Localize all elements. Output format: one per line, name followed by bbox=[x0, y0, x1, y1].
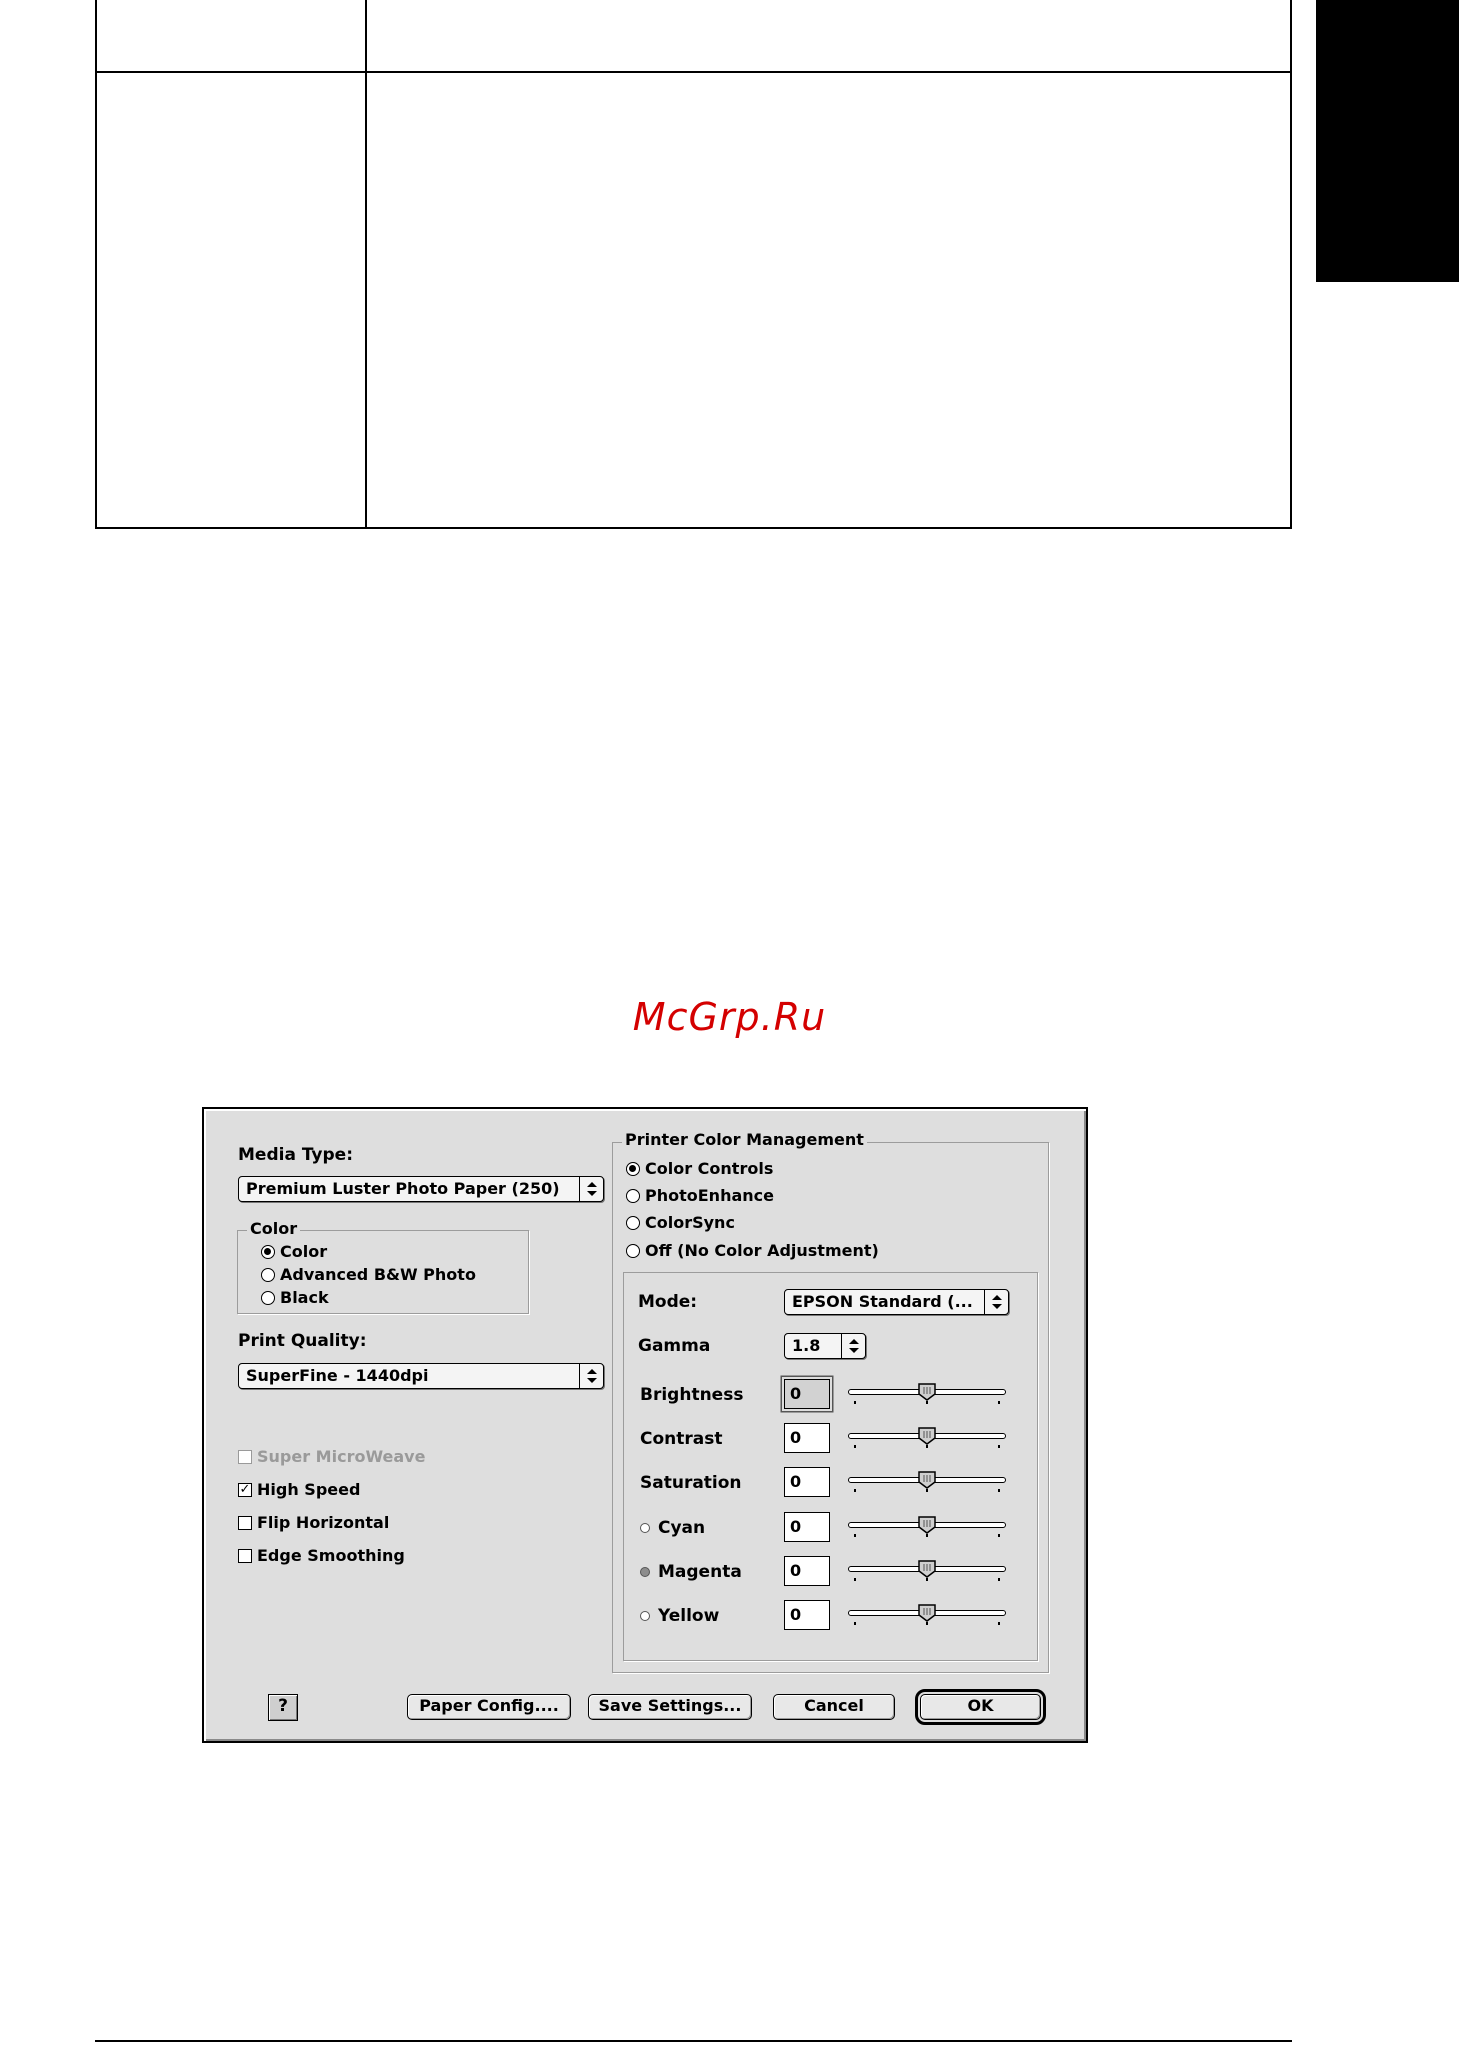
color-controls-label: Color Controls bbox=[645, 1159, 774, 1178]
off-no-color-adjustment-label: Off (No Color Adjustment) bbox=[645, 1241, 879, 1260]
checkmark-icon: ✓ bbox=[239, 1481, 251, 1497]
mode-value: EPSON Standard (... bbox=[792, 1292, 973, 1311]
media-type-value: Premium Luster Photo Paper (250) bbox=[246, 1179, 560, 1198]
mode-popup[interactable] bbox=[784, 1289, 1009, 1315]
table-row-divider bbox=[97, 71, 1290, 73]
slider-tick bbox=[926, 1622, 928, 1625]
cancel-button[interactable]: Cancel bbox=[773, 1694, 895, 1720]
radio-color-controls[interactable] bbox=[626, 1159, 773, 1178]
slider-tick bbox=[926, 1489, 928, 1492]
contrast-field[interactable]: 0 bbox=[784, 1423, 830, 1453]
slider-tick bbox=[998, 1534, 1000, 1537]
slider-thumb-icon[interactable] bbox=[918, 1383, 936, 1401]
slider-tick bbox=[854, 1489, 856, 1492]
slider-tick bbox=[854, 1445, 856, 1448]
slider-thumb-icon[interactable] bbox=[918, 1604, 936, 1622]
slider-tick bbox=[854, 1401, 856, 1404]
gamma-value: 1.8 bbox=[792, 1336, 821, 1355]
radio-photoenhance[interactable] bbox=[626, 1186, 774, 1205]
flip-horizontal-label: Flip Horizontal bbox=[257, 1513, 390, 1532]
radio-icon bbox=[626, 1189, 640, 1203]
table-column-divider bbox=[365, 0, 367, 527]
radio-icon bbox=[626, 1244, 640, 1258]
radio-icon bbox=[261, 1268, 275, 1282]
radio-color-label: Color bbox=[280, 1242, 328, 1261]
chapter-tab-marker bbox=[1316, 0, 1459, 282]
paper-config-button[interactable]: Paper Config.... bbox=[407, 1694, 571, 1720]
print-settings-dialog bbox=[202, 1107, 1088, 1743]
slider-tick bbox=[926, 1578, 928, 1581]
mode-label: Mode: bbox=[638, 1292, 698, 1312]
high-speed-label: High Speed bbox=[257, 1480, 361, 1499]
contrast-slider[interactable] bbox=[848, 1427, 1006, 1453]
slider-tick bbox=[854, 1578, 856, 1581]
footer-rule bbox=[95, 2040, 1292, 2042]
yellow-field[interactable]: 0 bbox=[784, 1600, 830, 1630]
media-type-label: Media Type: bbox=[238, 1145, 353, 1165]
checkbox-edge-smoothing[interactable] bbox=[238, 1546, 405, 1565]
slider-thumb-icon[interactable] bbox=[918, 1471, 936, 1489]
checkbox-icon bbox=[238, 1450, 252, 1464]
slider-thumb-icon[interactable] bbox=[918, 1560, 936, 1578]
save-settings-button[interactable]: Save Settings... bbox=[588, 1694, 752, 1720]
colorsync-label: ColorSync bbox=[645, 1213, 735, 1232]
color-group-title: Color bbox=[247, 1219, 300, 1238]
photoenhance-label: PhotoEnhance bbox=[645, 1186, 774, 1205]
radio-selected-icon bbox=[261, 1245, 275, 1259]
magenta-row-label bbox=[640, 1562, 742, 1582]
brightness-field[interactable]: 0 bbox=[784, 1379, 830, 1409]
edge-smoothing-label: Edge Smoothing bbox=[257, 1546, 405, 1565]
checkbox-super-microweave[interactable] bbox=[238, 1447, 425, 1466]
slider-tick bbox=[998, 1445, 1000, 1448]
slider-thumb-icon[interactable] bbox=[918, 1427, 936, 1445]
radio-icon bbox=[626, 1216, 640, 1230]
cyan-field[interactable]: 0 bbox=[784, 1512, 830, 1542]
radio-off-no-color-adjustment[interactable] bbox=[626, 1241, 879, 1260]
radio-black-label: Black bbox=[280, 1288, 329, 1307]
slider-tick bbox=[926, 1401, 928, 1404]
color-controls-panel bbox=[623, 1272, 1038, 1661]
saturation-slider[interactable] bbox=[848, 1471, 1006, 1497]
print-quality-label: Print Quality: bbox=[238, 1331, 367, 1351]
magenta-dot-icon bbox=[640, 1567, 650, 1577]
pcm-group-title: Printer Color Management bbox=[622, 1130, 867, 1149]
cyan-row-label bbox=[640, 1518, 705, 1538]
super-microweave-label: Super MicroWeave bbox=[257, 1447, 426, 1466]
slider-thumb-icon[interactable] bbox=[918, 1516, 936, 1534]
watermark: McGrp.Ru bbox=[632, 995, 827, 1039]
help-button[interactable]: ? bbox=[268, 1694, 298, 1721]
cyan-label: Cyan bbox=[658, 1518, 706, 1538]
brightness-label: Brightness bbox=[640, 1385, 744, 1405]
slider-tick bbox=[998, 1489, 1000, 1492]
radio-colorsync[interactable] bbox=[626, 1213, 735, 1232]
radio-icon bbox=[261, 1291, 275, 1305]
yellow-row-label bbox=[640, 1606, 719, 1626]
slider-tick bbox=[926, 1534, 928, 1537]
slider-tick bbox=[998, 1578, 1000, 1581]
updown-arrows-icon bbox=[984, 1290, 1008, 1314]
print-quality-value: SuperFine - 1440dpi bbox=[246, 1366, 429, 1385]
slider-tick bbox=[998, 1622, 1000, 1625]
contrast-label: Contrast bbox=[640, 1429, 723, 1449]
yellow-label: Yellow bbox=[658, 1606, 720, 1626]
checkbox-flip-horizontal[interactable] bbox=[238, 1513, 389, 1532]
updown-arrows-icon bbox=[579, 1364, 603, 1388]
slider-tick bbox=[854, 1534, 856, 1537]
gamma-label: Gamma bbox=[638, 1336, 711, 1356]
cyan-slider[interactable] bbox=[848, 1516, 1006, 1542]
slider-tick bbox=[998, 1401, 1000, 1404]
updown-arrows-icon bbox=[579, 1177, 603, 1201]
magenta-slider[interactable] bbox=[848, 1560, 1006, 1586]
ok-button[interactable]: OK bbox=[920, 1694, 1041, 1720]
brightness-slider[interactable] bbox=[848, 1383, 1006, 1409]
radio-advanced-bw-photo-label: Advanced B&W Photo bbox=[280, 1265, 476, 1284]
cyan-dot-icon bbox=[640, 1523, 650, 1533]
slider-tick bbox=[854, 1622, 856, 1625]
checkbox-icon bbox=[238, 1549, 252, 1563]
media-type-popup[interactable] bbox=[238, 1176, 604, 1202]
updown-arrows-icon bbox=[841, 1334, 865, 1358]
radio-selected-icon bbox=[626, 1162, 640, 1176]
radio-black[interactable] bbox=[261, 1288, 329, 1307]
checkbox-icon bbox=[238, 1516, 252, 1530]
radio-color[interactable] bbox=[261, 1242, 327, 1261]
radio-advanced-bw-photo[interactable] bbox=[261, 1265, 476, 1284]
print-quality-popup[interactable] bbox=[238, 1363, 604, 1389]
yellow-slider[interactable] bbox=[848, 1604, 1006, 1630]
saturation-field[interactable]: 0 bbox=[784, 1467, 830, 1497]
magenta-field[interactable]: 0 bbox=[784, 1556, 830, 1586]
slider-tick bbox=[926, 1445, 928, 1448]
yellow-dot-icon bbox=[640, 1611, 650, 1621]
magenta-label: Magenta bbox=[658, 1562, 742, 1582]
gamma-popup[interactable] bbox=[784, 1333, 866, 1359]
saturation-label: Saturation bbox=[640, 1473, 742, 1493]
checkbox-high-speed[interactable] bbox=[238, 1480, 360, 1499]
manual-table bbox=[95, 0, 1292, 529]
